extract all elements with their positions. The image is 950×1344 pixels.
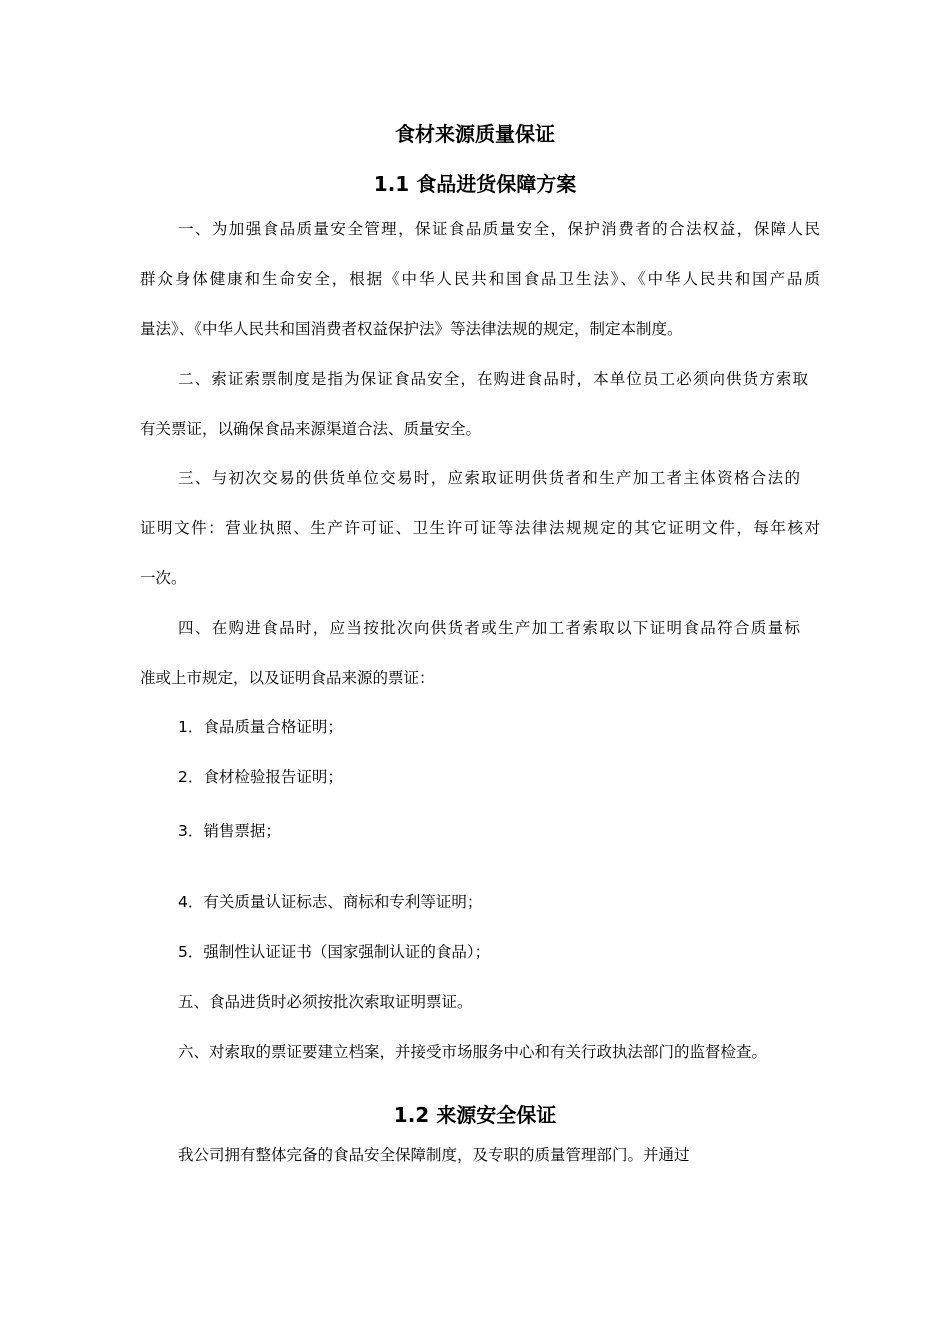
paragraph-line: 我公司拥有整体完备的食品安全保障制度，及专职的质量管理部门。并通过 bbox=[178, 1146, 690, 1164]
document-title: 食材来源质量保证 bbox=[395, 122, 555, 146]
paragraph-line: 六、对索取的票证要建立档案，并接受市场服务中心和有关行政执法部门的监督检查。 bbox=[178, 1043, 768, 1061]
paragraph-line: 三、与初次交易的供货单位交易时，应索取证明供货者和生产加工者主体资格合法的 bbox=[178, 469, 800, 487]
paragraph-line: 二、索证索票制度是指为保证食品安全，在购进食品时，本单位员工必须向供货方索取 bbox=[178, 370, 808, 388]
paragraph-line: 准或上市规定，以及证明食品来源的票证： bbox=[140, 669, 435, 687]
list-item: 5．强制性认证证书（国家强制认证的食品）； bbox=[178, 943, 491, 961]
paragraph-line: 群众身体健康和生命安全，根据《中华人民共和国食品卫生法》、《中华人民共和国产品质 bbox=[140, 270, 820, 288]
list-item: 4．有关质量认证标志、商标和专利等证明； bbox=[178, 893, 483, 911]
paragraph-line: 一、为加强食品质量安全管理，保证食品质量安全，保护消费者的合法权益，保障人民 bbox=[178, 220, 820, 238]
paragraph-line: 有关票证，以确保食品来源渠道合法、质量安全。 bbox=[140, 420, 482, 438]
list-item: 1．食品质量合格证明； bbox=[178, 718, 343, 736]
paragraph-line: 证明文件：营业执照、生产许可证、卫生许可证等法律法规规定的其它证明文件，每年核对 bbox=[140, 519, 820, 537]
paragraph-line: 一次。 bbox=[140, 569, 187, 587]
list-item: 3．销售票据； bbox=[178, 822, 281, 840]
paragraph-line: 四、在购进食品时，应当按批次向供货者或生产加工者索取以下证明食品符合质量标 bbox=[178, 619, 800, 637]
paragraph-line: 量法》、《中华人民共和国消费者权益保护法》等法律法规的规定，制定本制度。 bbox=[140, 320, 683, 338]
section-heading-1-2: 1.2 来源安全保证 bbox=[393, 1103, 557, 1127]
list-item: 2．食材检验报告证明； bbox=[178, 768, 343, 786]
paragraph-line: 五、食品进货时必须按批次索取证明票证。 bbox=[178, 993, 473, 1011]
section-heading-1-1: 1.1 食品进货保障方案 bbox=[373, 172, 577, 196]
